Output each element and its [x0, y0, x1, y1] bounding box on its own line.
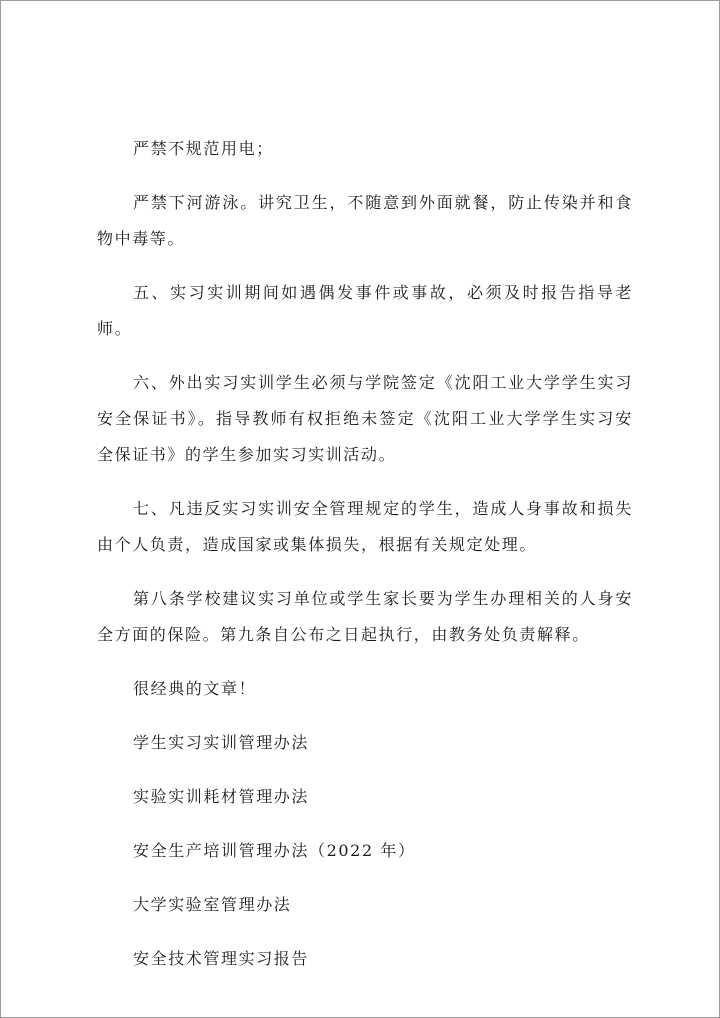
paragraph-item-six: 六、外出实习实训学生必须与学院签定《沈阳工业大学学生实习安全保证书》。指导教师有权拒绝未签定《沈阳工业大学学生实习安全保证书》的学生参加实习实训活动。	[97, 373, 633, 464]
related-title-5: 安全技术管理实习报告	[133, 949, 310, 968]
paragraph-comment: 很经典的文章！	[133, 679, 257, 698]
related-title-3: 安全生产培训管理办法（2022 年）	[133, 841, 416, 860]
paragraph-item-five: 五、实习实训期间如遇偶发事件或事故，必须及时报告指导老师。	[97, 283, 633, 338]
related-title-1: 学生实习实训管理办法	[133, 733, 310, 752]
document-body	[97, 131, 633, 995]
paragraph-electricity-rule: 严禁不规范用电；	[133, 139, 274, 158]
related-title-4: 大学实验室管理办法	[133, 895, 292, 914]
paragraph-swimming-hygiene-rule: 严禁下河游泳。讲究卫生，不随意到外面就餐，防止传染并和食物中毒等。	[97, 193, 633, 248]
paragraph-item-seven: 七、凡违反实习实训安全管理规定的学生，造成人身事故和损失由个人负责，造成国家或集体损失，根据有关规定处理。	[97, 499, 633, 554]
paragraph-article-eight-nine: 第八条学校建议实习单位或学生家长要为学生办理相关的人身安全方面的保险。第九条自公布之日起执行，由教务处负责解释。	[97, 589, 633, 644]
related-title-2: 实验实训耗材管理办法	[133, 787, 310, 806]
